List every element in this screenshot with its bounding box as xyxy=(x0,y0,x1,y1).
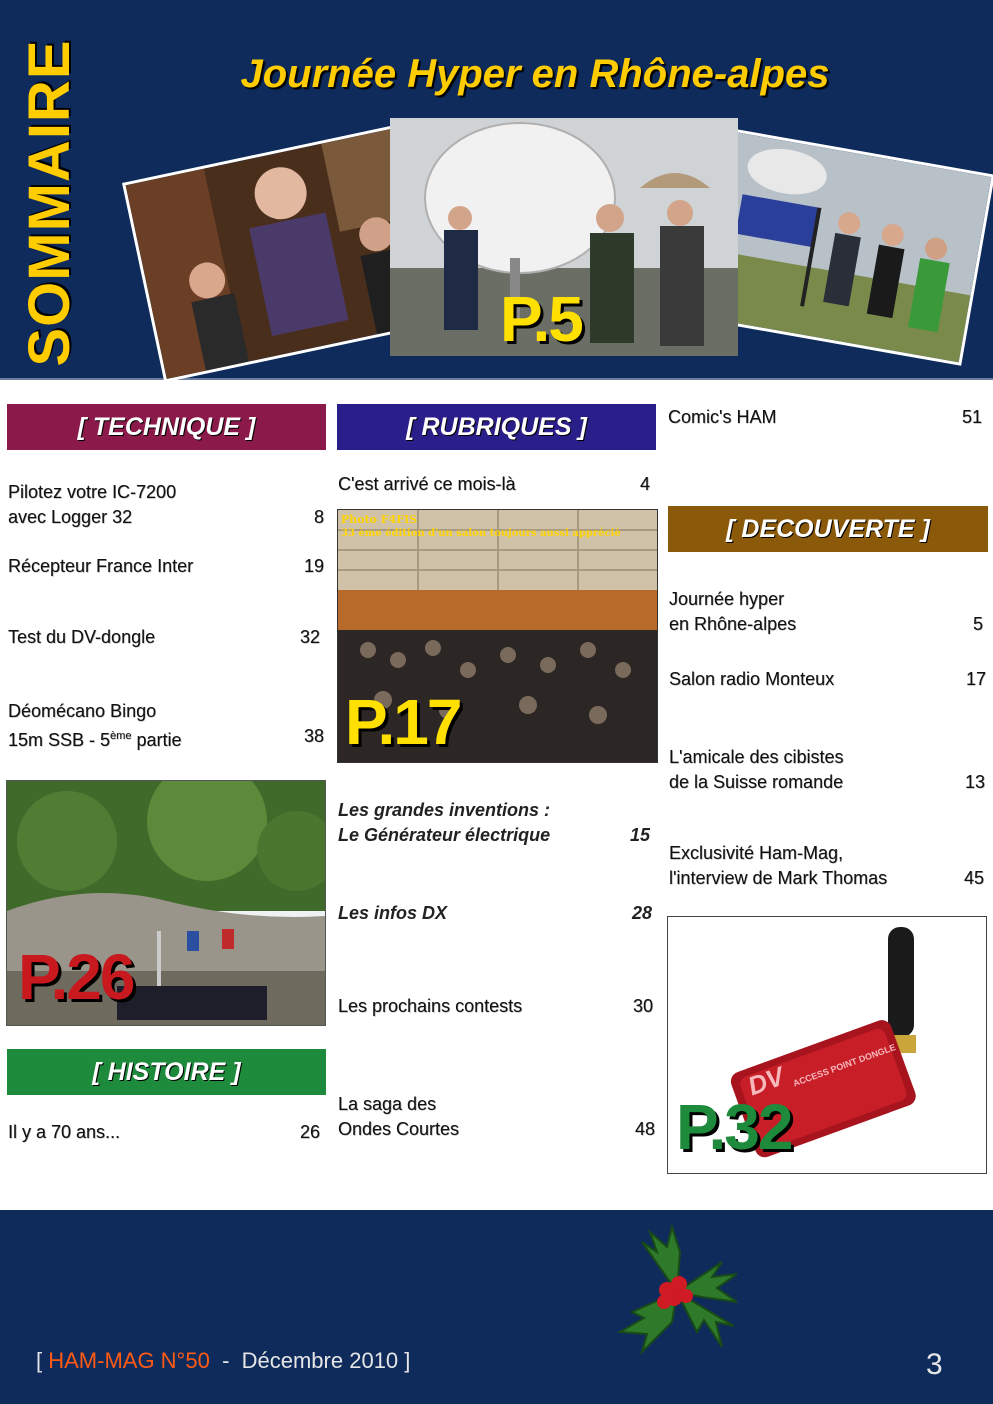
entry-page-number: 15 xyxy=(629,825,650,845)
page-badge-32[interactable]: P.32 xyxy=(676,1091,792,1163)
toc-entry[interactable] xyxy=(669,667,986,692)
entry-title: Récepteur France Inter xyxy=(8,556,194,576)
toc-entry[interactable] xyxy=(8,480,324,530)
dongle-brand: DV xyxy=(743,1060,788,1102)
entry-page-number: 45 xyxy=(963,868,984,888)
toc-entry[interactable] xyxy=(669,745,985,795)
entry-page-number: 32 xyxy=(299,627,320,647)
entry-page-number: 5 xyxy=(972,614,983,634)
entry-page-number: 38 xyxy=(303,726,324,746)
bracket-close: ] xyxy=(398,1348,411,1373)
entry-page-number: 26 xyxy=(299,1122,320,1142)
toc-entry[interactable] xyxy=(338,901,652,926)
entry-title: C'est arrivé ce mois-là xyxy=(338,474,516,494)
entry-title: Il y a 70 ans... xyxy=(8,1122,121,1142)
entry-page-number: 17 xyxy=(965,669,986,689)
entry-page-number: 48 xyxy=(634,1119,655,1139)
entry-title: Les infos DX xyxy=(338,903,448,923)
entry-title-line2: 15m SSB - 5ème partie xyxy=(8,730,182,750)
entry-title: Les prochains contests xyxy=(338,996,523,1016)
entry-page-number: 8 xyxy=(313,507,324,527)
page-badge-5[interactable]: P.5 xyxy=(500,283,582,355)
toc-entry[interactable] xyxy=(338,472,650,497)
entry-title: Pilotez votre IC-7200 xyxy=(8,482,177,502)
page-badge-26[interactable]: P.26 xyxy=(18,941,134,1013)
toc-entry[interactable] xyxy=(338,798,650,848)
entry-title: Journée hyper xyxy=(669,589,785,609)
section-heading-histoire: [ HISTOIRE ] xyxy=(7,1049,326,1095)
magazine-name: HAM-MAG N°50 xyxy=(48,1348,210,1373)
toc-entry[interactable] xyxy=(338,994,653,1019)
entry-page-number: 51 xyxy=(961,407,982,427)
footer-banner xyxy=(0,1210,993,1404)
page-badge-17[interactable]: P.17 xyxy=(345,686,461,758)
page-number: 3 xyxy=(926,1348,943,1381)
entry-title-line2: l'interview de Mark Thomas xyxy=(669,868,888,888)
entry-title: Déomécano Bingo xyxy=(8,701,157,721)
photo-credit: Photo F4FIS xyxy=(341,513,418,526)
bracket-open: [ xyxy=(36,1348,49,1373)
entry-title-line2: en Rhône-alpes xyxy=(669,614,797,634)
entry-title: Salon radio Monteux xyxy=(669,669,835,689)
entry-title-line2: Ondes Courtes xyxy=(338,1119,460,1139)
toc-entry[interactable] xyxy=(8,554,324,579)
entry-page-number: 13 xyxy=(964,772,985,792)
entry-title: L'amicale des cibistes xyxy=(669,747,844,767)
toc-entry[interactable] xyxy=(668,405,982,430)
section-heading-technique: [ TECHNIQUE ] xyxy=(7,404,326,450)
issue-date: Décembre 2010 xyxy=(241,1348,399,1373)
section-heading-decouverte: [ DECOUVERTE ] xyxy=(668,506,988,552)
entry-page-number: 4 xyxy=(639,474,650,494)
section-heading-rubriques: [ RUBRIQUES ] xyxy=(337,404,656,450)
photo-caption: 33 ème édition d'un salon toujours aussi apprécié xyxy=(341,528,621,539)
toc-entry[interactable] xyxy=(669,587,983,637)
entry-title-line2: de la Suisse romande xyxy=(669,772,844,792)
toc-entry[interactable] xyxy=(338,1092,655,1142)
entry-title: Comic's HAM xyxy=(668,407,777,427)
feature-title: Journée Hyper en Rhône-alpes xyxy=(240,52,830,96)
entry-title-line2: Le Générateur électrique xyxy=(338,825,551,845)
sommaire-title: SOMMAIRE xyxy=(17,39,82,367)
entry-page-number: 19 xyxy=(303,556,324,576)
entry-title-line2: avec Logger 32 xyxy=(8,507,133,527)
entry-page-number: 28 xyxy=(631,903,652,923)
dongle-label: ACCESS POINT DONGLE xyxy=(791,1041,897,1089)
entry-title: Exclusivité Ham-Mag, xyxy=(669,843,844,863)
holly-icon xyxy=(612,1222,742,1357)
entry-title: La saga des xyxy=(338,1094,437,1114)
toc-entry[interactable] xyxy=(8,699,324,749)
entry-title: Les grandes inventions : xyxy=(338,800,551,820)
toc-entry[interactable] xyxy=(669,841,984,891)
toc-entry[interactable] xyxy=(8,625,320,650)
entry-title: Test du DV-dongle xyxy=(8,627,156,647)
entry-page-number: 30 xyxy=(632,996,653,1016)
toc-entry[interactable] xyxy=(8,1120,320,1145)
separator: - xyxy=(209,1348,242,1373)
footer-issue-info xyxy=(36,1348,410,1374)
